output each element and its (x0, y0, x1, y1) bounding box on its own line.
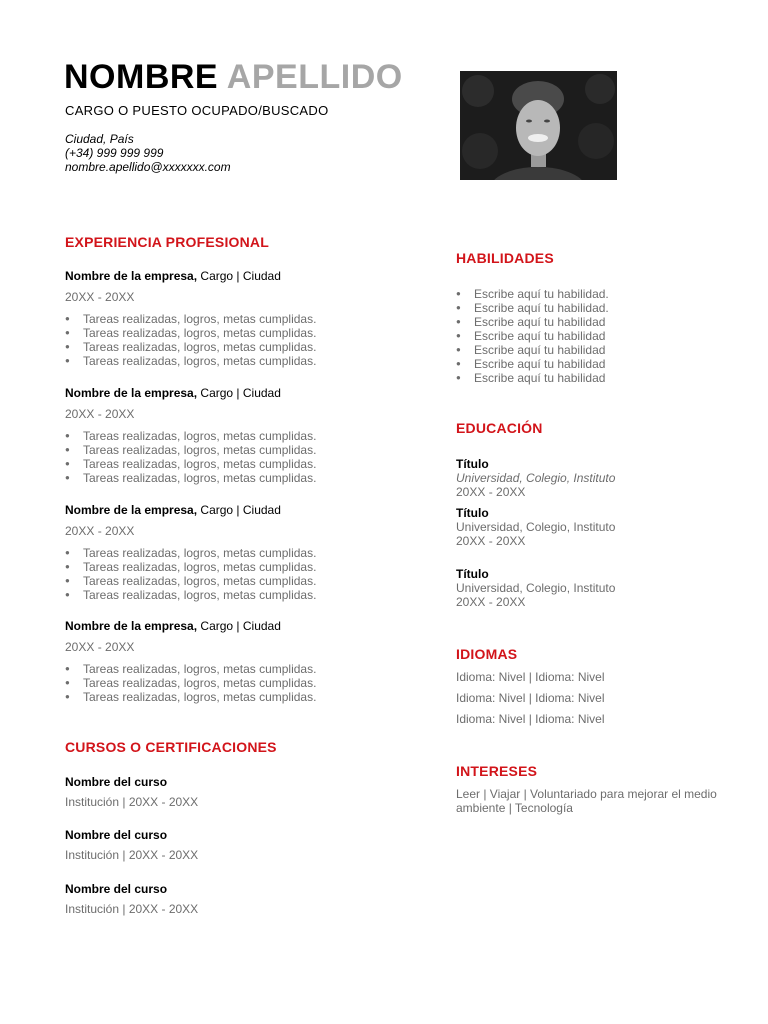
task-item: ● Tareas realizadas, logros, metas cumplidas. (65, 676, 405, 690)
skill-item: ● Escribe aquí tu habilidad (456, 329, 609, 343)
course-info: Institución | 20XX - 20XX (65, 902, 199, 916)
task-item: ● Tareas realizadas, logros, metas cumplidas. (65, 574, 405, 588)
skill-item: ● Escribe aquí tu habilidad. (456, 301, 609, 315)
job-role: Cargo | Ciudad (197, 619, 281, 633)
job-heading (65, 619, 405, 633)
email: nombre.apellido@xxxxxxx.com (65, 160, 231, 174)
phone: (+34) 999 999 999 (65, 146, 164, 160)
job-entry (65, 503, 405, 602)
course-name: Nombre del curso (65, 882, 168, 896)
skill-item: ● Escribe aquí tu habilidad (456, 371, 609, 385)
task-item: ● Tareas realizadas, logros, metas cumplidas. (65, 326, 405, 340)
education-dates: 20XX - 20XX (456, 534, 526, 548)
skill-item: ● Escribe aquí tu habilidad (456, 315, 609, 329)
task-item: ● Tareas realizadas, logros, metas cumplidas. (65, 560, 405, 574)
company-name: Nombre de la empresa, (65, 619, 198, 633)
job-dates: 20XX - 20XX (65, 290, 135, 304)
education-entry (456, 457, 615, 499)
task-item: ● Tareas realizadas, logros, metas cumplidas. (65, 429, 405, 443)
job-dates: 20XX - 20XX (65, 524, 135, 538)
job-heading (65, 386, 405, 400)
job-dates: 20XX - 20XX (65, 640, 135, 654)
full-name (64, 58, 403, 96)
degree: Título (456, 567, 489, 581)
job-role: Cargo | Ciudad (197, 503, 281, 517)
company-name: Nombre de la empresa, (65, 269, 198, 283)
task-item: ● Tareas realizadas, logros, metas cumplidas. (65, 471, 405, 485)
interests-title: INTERESES (456, 763, 538, 779)
course-entry (65, 775, 365, 809)
task-list (65, 429, 405, 485)
education-entry (456, 506, 615, 548)
task-list (65, 662, 405, 704)
profile-photo (460, 71, 617, 180)
education-dates: 20XX - 20XX (456, 485, 526, 499)
task-item: ● Tareas realizadas, logros, metas cumplidas. (65, 662, 405, 676)
course-name: Nombre del curso (65, 828, 168, 842)
city: Ciudad, País (65, 132, 134, 146)
first-name: NOMBRE (64, 58, 219, 96)
languages-title: IDIOMAS (456, 646, 518, 662)
task-item: ● Tareas realizadas, logros, metas cumplidas. (65, 690, 405, 704)
job-entry (65, 386, 405, 485)
contact-info (65, 132, 231, 174)
company-name: Nombre de la empresa, (65, 503, 198, 517)
course-entry (65, 882, 365, 916)
degree: Título (456, 506, 489, 520)
experience-title: EXPERIENCIA PROFESIONAL (65, 234, 269, 250)
company-name: Nombre de la empresa, (65, 386, 198, 400)
task-list (65, 546, 405, 602)
course-info: Institución | 20XX - 20XX (65, 795, 199, 809)
skill-item: ● Escribe aquí tu habilidad (456, 343, 609, 357)
job-heading (65, 503, 405, 517)
task-item: ● Tareas realizadas, logros, metas cumplidas. (65, 340, 405, 354)
education-entry (456, 567, 615, 609)
school: Universidad, Colegio, Instituto (456, 581, 616, 595)
degree: Título (456, 457, 489, 471)
skills-title: HABILIDADES (456, 250, 554, 266)
language-line: Idioma: Nivel | Idioma: Nivel (456, 670, 605, 684)
last-name: APELLIDO (226, 58, 403, 96)
course-entry (65, 828, 365, 862)
task-item: ● Tareas realizadas, logros, metas cumplidas. (65, 354, 405, 368)
skill-item: ● Escribe aquí tu habilidad. (456, 287, 609, 301)
education-dates: 20XX - 20XX (456, 595, 526, 609)
job-heading (65, 269, 405, 283)
education-title: EDUCACIÓN (456, 420, 543, 436)
job-dates: 20XX - 20XX (65, 407, 135, 421)
job-role: Cargo | Ciudad (197, 269, 281, 283)
task-item: ● Tareas realizadas, logros, metas cumplidas. (65, 546, 405, 560)
job-entry (65, 619, 405, 704)
school: Universidad, Colegio, Instituto (456, 520, 616, 534)
task-list (65, 312, 405, 368)
task-item: ● Tareas realizadas, logros, metas cumplidas. (65, 588, 405, 602)
skills-list (456, 287, 609, 385)
language-line: Idioma: Nivel | Idioma: Nivel (456, 691, 605, 705)
courses-title: CURSOS O CERTIFICACIONES (65, 739, 277, 755)
course-name: Nombre del curso (65, 775, 168, 789)
course-info: Institución | 20XX - 20XX (65, 848, 199, 862)
job-entry (65, 269, 405, 368)
job-role: Cargo | Ciudad (197, 386, 281, 400)
language-line: Idioma: Nivel | Idioma: Nivel (456, 712, 605, 726)
task-item: ● Tareas realizadas, logros, metas cumplidas. (65, 312, 405, 326)
job-title: CARGO O PUESTO OCUPADO/BUSCADO (65, 103, 329, 118)
task-item: ● Tareas realizadas, logros, metas cumplidas. (65, 443, 405, 457)
task-item: ● Tareas realizadas, logros, metas cumplidas. (65, 457, 405, 471)
school: Universidad, Colegio, Instituto (456, 471, 616, 485)
interests-text: Leer | Viajar | Voluntariado para mejorar el medio ambiente | Tecnología (456, 787, 717, 815)
skill-item: ● Escribe aquí tu habilidad (456, 357, 609, 371)
